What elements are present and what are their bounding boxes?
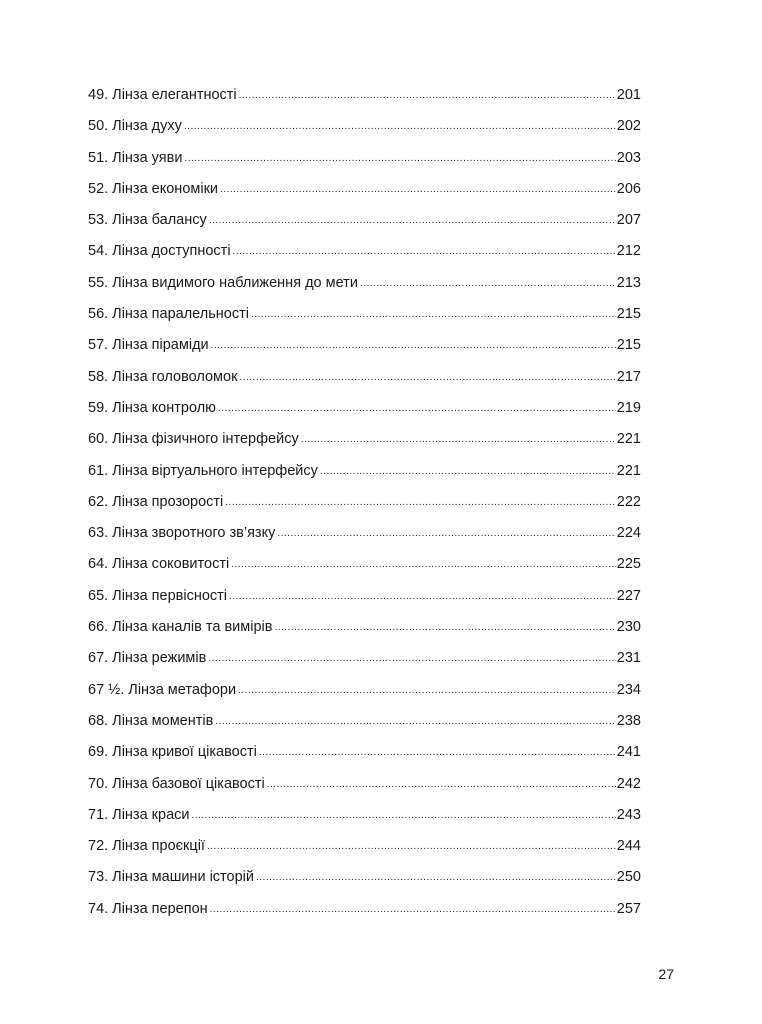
dot-leader [256,866,616,890]
dot-leader [274,616,615,640]
toc-entry-page: 207 [616,212,641,229]
dot-leader [208,647,615,671]
toc-entry [88,459,641,490]
toc-entry-page: 230 [616,619,641,636]
toc-entry-title: 54. Лінза доступності [88,243,231,260]
toc-entry-page: 241 [616,744,641,761]
toc-entry-page: 234 [616,681,641,698]
toc-entry-title: 74. Лінза перепон [88,900,208,917]
toc-entry-title: 55. Лінза видимого наближення до мети [88,274,358,291]
toc-entry [88,521,641,552]
toc-entry-page: 217 [616,368,641,385]
toc-entry-title: 60. Лінза фізичного інтерфейсу [88,431,299,448]
dot-leader [229,585,616,609]
toc-entry-page: 215 [616,306,641,323]
dot-leader [215,710,615,734]
toc-entry-title: 69. Лінза кривої цікавості [88,744,257,761]
toc-entry-page: 221 [616,462,641,479]
toc-entry-title: 62. Лінза прозорості [88,493,224,510]
toc-entry-page: 242 [616,775,641,792]
toc-entry-title: 67. Лінза режимів [88,650,207,667]
dot-leader [220,178,616,202]
toc-entry-page: 213 [616,274,641,291]
dot-leader [207,835,616,859]
toc-entry [88,584,641,615]
toc-entry [88,552,641,583]
toc-entry-page: 231 [616,650,641,667]
toc-entry-title: 72. Лінза проєкції [88,838,205,855]
toc-entry-page: 203 [616,149,641,166]
dot-leader [251,303,616,327]
dot-leader [301,428,616,452]
toc-entry-title: 66. Лінза каналів та вимірів [88,619,273,636]
toc-entry-title: 70. Лінза базової цікавості [88,775,265,792]
toc-entry-page: 206 [616,180,641,197]
toc-entry [88,678,641,709]
toc-entry-page: 201 [616,87,641,103]
toc-entry [88,772,641,803]
toc-entry-page: 227 [616,587,641,604]
toc-entry [88,897,641,928]
toc-entry-page: 202 [616,118,641,135]
toc-entry [88,271,641,302]
toc-entry [88,333,641,364]
dot-leader [192,804,616,828]
toc-entry [88,302,641,333]
toc-entry-title: 61. Лінза віртуального інтерфейсу [88,462,318,479]
toc-entry [88,427,641,458]
toc-entry-page: 225 [616,556,641,573]
table-of-contents [88,83,641,928]
toc-entry-title: 63. Лінза зворотного зв’язку [88,525,276,542]
dot-leader [225,491,616,515]
toc-entry-title: 57. Лінза піраміди [88,337,209,354]
toc-entry-page: 219 [616,399,641,416]
toc-entry [88,146,641,177]
toc-entry-title: 67 ½. Лінза метафори [88,681,237,698]
toc-entry [88,709,641,740]
toc-entry [88,396,641,427]
dot-leader [239,366,615,390]
dot-leader [218,397,616,421]
toc-entry-page: 215 [616,337,641,354]
dot-leader [231,553,616,577]
toc-entry-title: 56. Лінза паралельності [88,306,249,323]
toc-entry [88,239,641,270]
toc-entry [88,834,641,865]
toc-entry-page: 238 [616,712,641,729]
dot-leader [233,240,616,264]
dot-leader [210,898,616,922]
dot-leader [320,460,616,484]
dot-leader [209,209,616,233]
toc-entry [88,365,641,396]
dot-leader [238,679,616,703]
toc-entry-title: 65. Лінза первісності [88,587,228,604]
toc-entry-title: 71. Лінза краси [88,806,190,823]
toc-entry-title: 73. Лінза машини історій [88,869,254,886]
toc-entry-page: 224 [616,525,641,542]
dot-leader [184,115,616,139]
toc-entry-title: 53. Лінза балансу [88,212,207,229]
toc-entry [88,803,641,834]
toc-entry [88,646,641,677]
toc-entry [88,177,641,208]
toc-entry-page: 212 [616,243,641,260]
toc-entry-page: 221 [616,431,641,448]
toc-entry-title: 49. Лінза елегантності [88,87,237,103]
toc-entry-title: 64. Лінза соковитості [88,556,230,573]
toc-entry [88,490,641,521]
toc-entry-page: 250 [616,869,641,886]
dot-leader [360,272,616,296]
toc-entry [88,83,641,114]
toc-entry [88,615,641,646]
toc-entry [88,865,641,896]
toc-entry-page: 222 [616,493,641,510]
toc-entry [88,208,641,239]
toc-entry-page: 257 [616,900,641,917]
toc-entry-title: 50. Лінза духу [88,118,182,135]
dot-leader [239,84,616,108]
page-number: 27 [658,966,674,982]
toc-entry-title: 68. Лінза моментів [88,712,214,729]
toc-entry [88,740,641,771]
toc-entry-page: 244 [616,838,641,855]
dot-leader [267,773,616,797]
dot-leader [259,741,616,765]
toc-entry [88,114,641,145]
dot-leader [211,334,616,358]
dot-leader [277,522,615,546]
dot-leader [184,147,615,171]
toc-entry-title: 58. Лінза головоломок [88,368,238,385]
toc-entry-title: 51. Лінза уяви [88,149,183,166]
toc-entry-title: 59. Лінза контролю [88,399,217,416]
toc-entry-title: 52. Лінза економіки [88,180,219,197]
toc-entry-page: 243 [616,806,641,823]
